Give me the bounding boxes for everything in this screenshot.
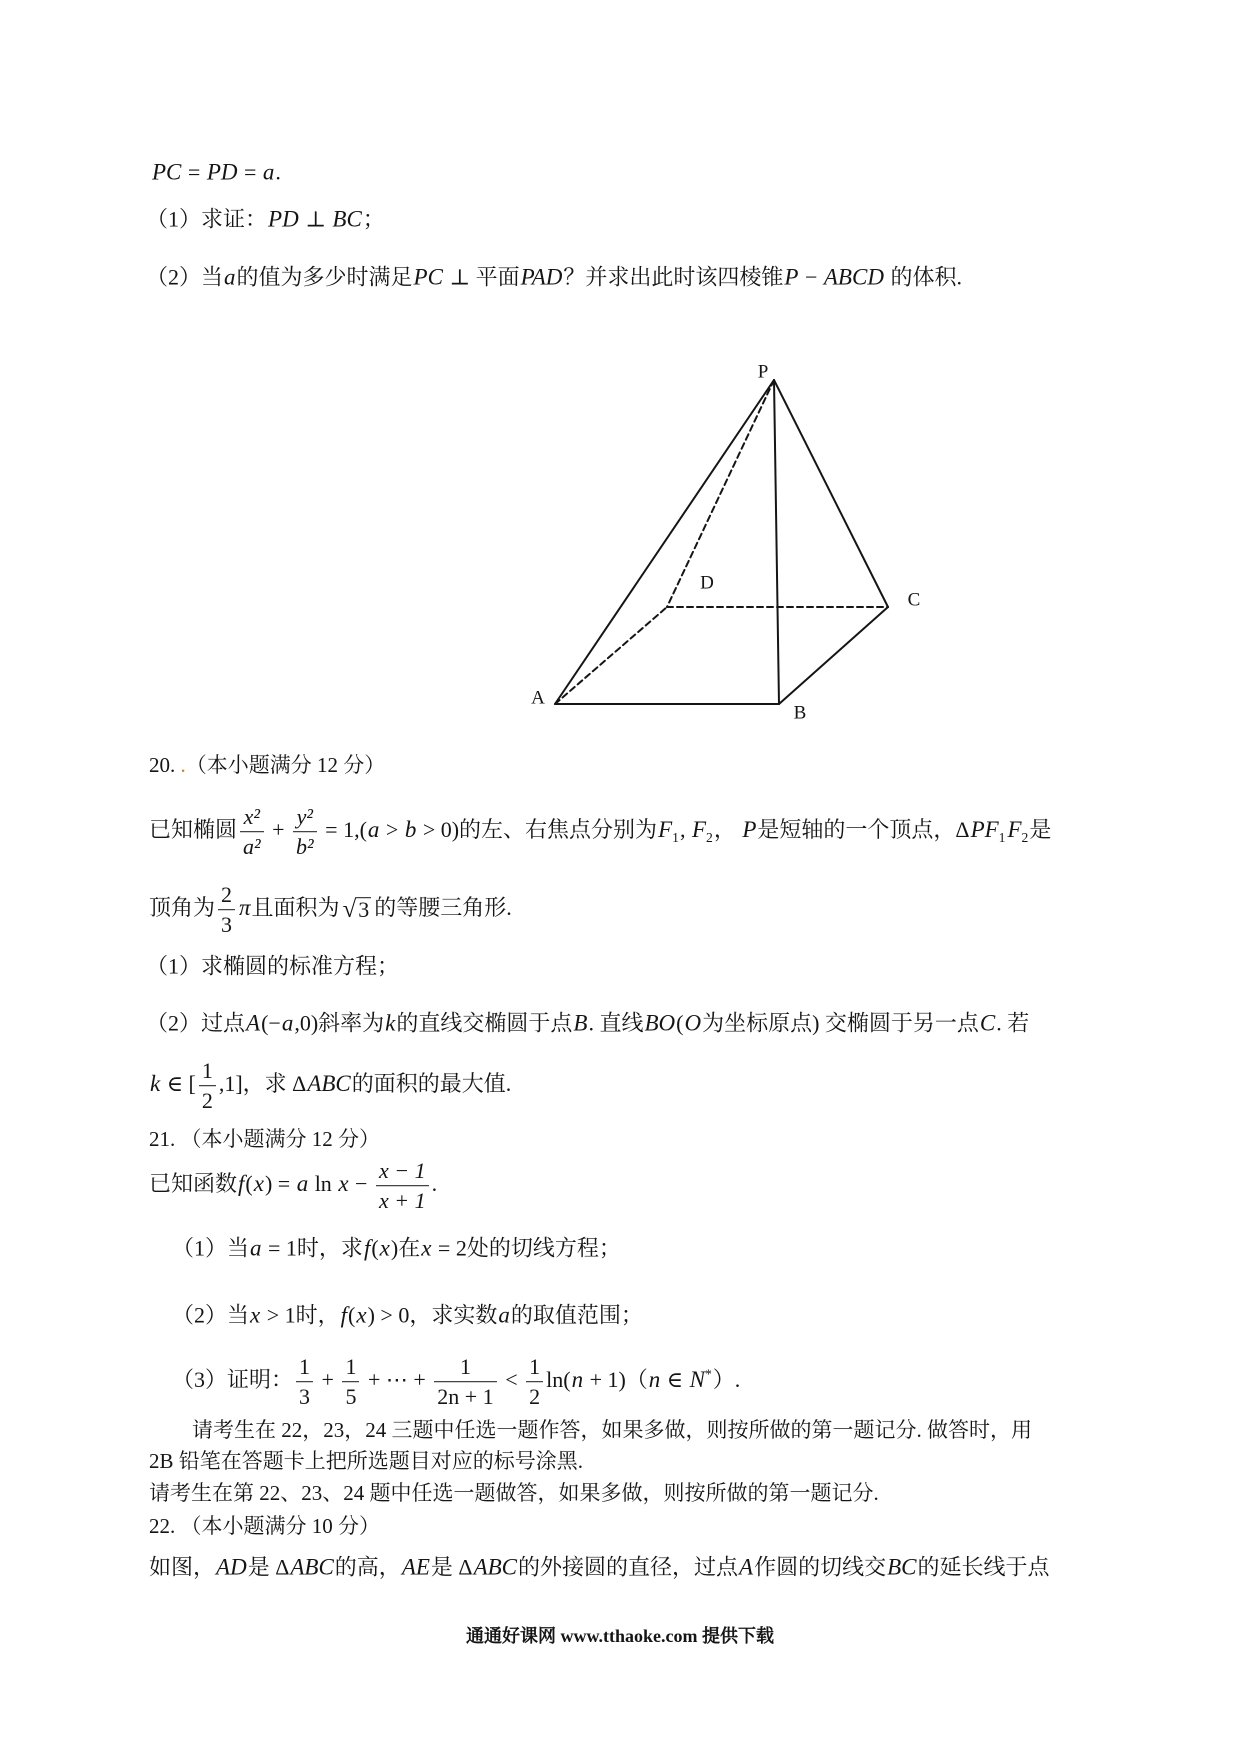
text-run: (−: [261, 1010, 281, 1036]
math-expression: [887, 1555, 916, 1580]
text-run: = 2处的切线方程；: [432, 1235, 621, 1261]
text-run: （1）当: [172, 1235, 250, 1261]
text-run: )在: [390, 1235, 421, 1261]
page-footer: 通通好课网 www.tthaoke.com 提供下载: [466, 1625, 774, 1646]
instructions-line3: 请考生在第 22、23、24 题中任选一题做答，如果多做，则按所做的第一题记分.: [149, 1480, 879, 1505]
text-run: =: [182, 159, 206, 185]
instructions-line1: 请考生在 22，23，24 三题中任选一题作答，如果多做，则按所做的第一题记分. 做答时，用: [192, 1417, 1032, 1442]
math-variable: C: [979, 1010, 996, 1036]
math-variable: P: [742, 817, 757, 843]
math-variable: f: [340, 1302, 348, 1328]
math-expression: [824, 265, 884, 290]
math-variable: n: [648, 1367, 661, 1393]
math-variable: π: [239, 895, 251, 921]
fraction: [293, 804, 317, 860]
q20-part2-line1: [146, 1010, 1029, 1039]
math-superscript: *: [704, 1366, 712, 1382]
math-expression: [649, 1367, 661, 1392]
math-expression: [980, 1011, 995, 1036]
math-expression: [290, 1555, 333, 1580]
math-variable: a: [250, 1235, 262, 1261]
fraction-denominator: 2: [199, 1086, 216, 1114]
text-run: （1）求椭圆的标准方程；: [146, 953, 400, 979]
math-expression: [690, 1367, 712, 1392]
fraction: [342, 1354, 359, 1410]
math-variable: n: [571, 1367, 584, 1393]
text-run: (: [348, 1302, 356, 1328]
math-variable: PD: [268, 206, 299, 232]
text-run: 的外接圆的直径，过点: [518, 1554, 739, 1580]
text-run: +: [266, 817, 291, 843]
math-expression: [1007, 817, 1029, 845]
q20-header: [149, 752, 385, 778]
text-run: . 若: [996, 1010, 1030, 1036]
q20-part2-line2: [149, 1058, 511, 1114]
text-run: = 1,(: [319, 817, 367, 843]
math-expression: [250, 1303, 260, 1328]
text-run: = 1时，求: [262, 1235, 363, 1261]
fraction: [434, 1354, 496, 1410]
math-expression: [263, 160, 275, 185]
math-expression: [691, 817, 713, 845]
fraction-numerator: 1: [299, 1354, 311, 1380]
math-variable: AE: [401, 1554, 430, 1580]
math-variable: f: [238, 1171, 245, 1197]
fraction: [376, 1158, 429, 1214]
text-run: + ⋯ +: [362, 1367, 432, 1393]
math-variable: f: [363, 1235, 371, 1261]
math-expression: [238, 1171, 244, 1196]
fraction-numerator: 1: [345, 1354, 357, 1380]
math-expression: [970, 817, 1006, 845]
text-run: 作圆的切线交: [754, 1554, 887, 1580]
math-expression: [297, 1171, 309, 1196]
text-run: ；: [362, 206, 385, 232]
math-variable: k: [150, 1071, 161, 1097]
text-run: （2）过点: [146, 1010, 246, 1036]
math-variable: a: [367, 817, 380, 843]
vertex-label-B: B: [793, 702, 807, 724]
text-run: ∈ [: [161, 1071, 196, 1097]
q21-part1: [172, 1235, 621, 1264]
q21-part2: [172, 1302, 643, 1331]
instructions-line2: 2B 铅笔在答题卡上把所选题目对应的标号涂黑.: [149, 1448, 584, 1473]
square-root: [343, 897, 372, 922]
q20-stem-line1: [149, 804, 1051, 860]
math-subscript: 2: [1021, 829, 1029, 845]
math-variable: BC: [887, 1554, 917, 1580]
math-variable: a: [224, 264, 236, 290]
math-expression: [380, 1236, 390, 1261]
math-expression: [368, 817, 380, 842]
math-variable: F: [658, 817, 673, 843]
text-run: 的直线交椭圆于点: [396, 1010, 573, 1036]
math-variable: N: [689, 1367, 705, 1393]
math-subscript: 1: [998, 829, 1006, 845]
text-run: 的等腰三角形.: [374, 895, 512, 921]
text-run: ⊥ 平面: [443, 264, 520, 290]
fraction: [526, 1354, 543, 1410]
text-run: ）.: [712, 1367, 741, 1393]
math-subscript: 1: [672, 829, 679, 845]
math-variable: ABCD: [823, 264, 884, 290]
text-run: 为坐标原点) 交椭圆于另一点: [702, 1010, 979, 1036]
math-variable: a: [296, 1171, 309, 1197]
fraction-numerator: y²: [296, 804, 314, 830]
text-run: >: [380, 817, 404, 843]
math-variable: x: [250, 1302, 261, 1328]
q20-part1: [146, 952, 399, 980]
text-run: 的面积的最大值.: [351, 1071, 512, 1097]
fraction-numerator: 1: [529, 1354, 541, 1380]
text-run: ) > 0，求实数: [367, 1302, 498, 1328]
math-variable: a: [498, 1302, 510, 1328]
text-run: ∈: [661, 1367, 689, 1393]
text-run: 20.: [149, 752, 181, 777]
text-run: (: [676, 1010, 684, 1036]
fraction: [218, 882, 235, 938]
edge-BC: [779, 607, 888, 704]
fraction-denominator: 3: [296, 1382, 313, 1410]
math-variable: PAD: [520, 264, 563, 290]
q21-part3: [172, 1354, 740, 1410]
math-variable: F: [691, 817, 706, 843]
fraction-denominator: 3: [218, 910, 235, 938]
edge-PA: [555, 380, 774, 704]
math-expression: [573, 1011, 587, 1036]
math-variable: O: [684, 1010, 702, 1036]
fraction-denominator: 2n + 1: [434, 1382, 496, 1410]
math-expression: [268, 207, 299, 232]
math-variable: PD: [206, 159, 238, 185]
fraction: [296, 1354, 313, 1410]
math-expression: [414, 265, 443, 290]
math-expression: [684, 1011, 701, 1036]
text-run: ，: [713, 817, 742, 843]
math-expression: [207, 160, 238, 185]
fraction-numerator: x − 1: [378, 1158, 426, 1184]
math-expression: [402, 1555, 430, 1580]
fraction-denominator: a²: [240, 832, 264, 860]
text-run: 是: [1029, 817, 1052, 843]
text-run: ,1]，求 Δ: [218, 1071, 307, 1097]
fraction-denominator: 5: [342, 1382, 359, 1410]
math-variable: ABC: [290, 1554, 334, 1580]
math-expression: [250, 1236, 262, 1261]
math-variable: PC: [413, 264, 443, 290]
math-variable: A: [246, 1010, 261, 1036]
math-expression: [254, 1171, 264, 1196]
math-expression: [405, 817, 417, 842]
math-variable: AD: [216, 1554, 247, 1580]
edge-PC: [774, 380, 888, 607]
q22-stem: [149, 1554, 1050, 1583]
text-run: ln(: [546, 1367, 571, 1393]
math-variable: x: [253, 1171, 264, 1197]
text-run: .: [180, 752, 186, 777]
text-run: （1）求证：: [146, 206, 268, 232]
math-variable: A: [739, 1554, 754, 1580]
fraction-numerator: x²: [243, 804, 260, 830]
math-variable: B: [573, 1010, 588, 1036]
fraction: [199, 1058, 216, 1114]
edge-PB: [774, 380, 779, 704]
math-expression: [356, 1303, 366, 1328]
radicand: √ 3: [358, 896, 370, 922]
text-run: （本小题满分 12 分）: [185, 752, 386, 777]
text-run: 是 Δ: [247, 1554, 290, 1580]
fraction-numerator: 1: [201, 1058, 213, 1084]
text-run: （2）当: [146, 264, 224, 290]
math-expression: [739, 1555, 753, 1580]
math-expression: [282, 1011, 294, 1036]
fraction-numerator: 2: [221, 882, 233, 908]
math-expression: [216, 1555, 247, 1580]
math-variable: b: [404, 817, 417, 843]
q19-part2: [146, 264, 962, 293]
text-run: −: [349, 1171, 373, 1197]
text-run: 如图，: [149, 1554, 216, 1580]
math-expression: [332, 207, 361, 232]
text-run: Δ: [955, 817, 970, 843]
text-run: .: [275, 159, 281, 185]
text-run: =: [238, 159, 262, 185]
math-expression: [474, 1555, 517, 1580]
vertex-label-D: D: [700, 572, 714, 594]
math-expression: [150, 1071, 160, 1096]
vertex-label-A: A: [531, 687, 545, 709]
math-variable: x: [421, 1235, 432, 1261]
text-run: .: [431, 1171, 438, 1197]
fraction-denominator: x + 1: [376, 1186, 429, 1214]
text-run: +: [316, 1367, 340, 1393]
q21-stem: [149, 1158, 437, 1214]
fraction: [240, 804, 264, 860]
text-run: 是 Δ: [430, 1554, 473, 1580]
text-run: 的体积.: [884, 264, 962, 290]
math-expression: [521, 265, 563, 290]
math-expression: [498, 1303, 510, 1328]
text-run: （2）当: [172, 1302, 250, 1328]
text-run: ,0)斜率为: [294, 1010, 385, 1036]
text-run: <: [499, 1367, 524, 1393]
text-run: 顶角为: [149, 895, 216, 921]
math-variable: k: [385, 1010, 396, 1036]
text-run: ⊥: [299, 206, 332, 232]
fraction-denominator: 2: [526, 1382, 543, 1410]
text-run: −: [799, 264, 823, 290]
math-variable: ABC: [307, 1071, 351, 1097]
text-run: > 0): [417, 817, 460, 843]
math-variable: ABC: [473, 1554, 518, 1580]
math-expression: [364, 1236, 370, 1261]
math-variable: a: [262, 159, 275, 185]
text-run: ？并求出此时该四棱锥: [563, 264, 784, 290]
math-expression: [385, 1011, 395, 1036]
math-expression: [742, 817, 756, 842]
text-run: ) =: [264, 1171, 296, 1197]
vertex-label-P: P: [757, 361, 769, 383]
text-run: 的左、右焦点分别为: [459, 817, 658, 843]
text-run: 的高，: [334, 1554, 401, 1580]
math-variable: P: [784, 264, 799, 290]
math-variable: PF: [970, 817, 999, 843]
math-variable: x: [338, 1171, 349, 1197]
text-run: ln: [309, 1171, 338, 1197]
math-expression: [572, 1367, 584, 1392]
text-run: 已知椭圆: [149, 817, 238, 843]
math-variable: a: [281, 1010, 294, 1036]
text-run: ,: [679, 817, 691, 843]
edge-PD-hidden: [667, 380, 774, 607]
text-run: （3）证明：: [172, 1367, 294, 1393]
text-run: > 1时，: [261, 1302, 340, 1328]
math-expression: [224, 265, 236, 290]
text-run: 是短轴的一个顶点，: [757, 817, 956, 843]
math-subscript: 2: [706, 829, 713, 845]
math-expression: [784, 265, 798, 290]
text-run: 已知函数: [149, 1171, 238, 1197]
q20-stem-line2: [149, 882, 512, 938]
fraction-denominator: b²: [293, 832, 317, 860]
math-variable: F: [1007, 817, 1022, 843]
text-run: + 1)（: [584, 1367, 648, 1393]
vertex-label-C: C: [907, 589, 921, 611]
text-run: 的延长线于点: [917, 1554, 1050, 1580]
text-run: (: [371, 1235, 379, 1261]
math-variable: PC: [152, 159, 182, 185]
text-run: . 直线: [588, 1010, 644, 1036]
math-expression: [152, 160, 181, 185]
math-expression: [239, 895, 251, 920]
q22-header: 22. （本小题满分 10 分）: [149, 1513, 380, 1538]
math-expression: [341, 1303, 347, 1328]
q19-condition: [151, 159, 281, 188]
text-run: 的取值范围；: [510, 1302, 643, 1328]
math-expression: [658, 817, 679, 845]
math-variable: x: [379, 1235, 390, 1261]
math-expression: [246, 1011, 260, 1036]
pyramid-figure: [500, 350, 950, 740]
math-expression: [421, 1236, 431, 1261]
fraction-numerator: 1: [459, 1354, 471, 1380]
text-run: (: [245, 1171, 253, 1197]
q19-part1: [146, 206, 385, 235]
text-run: 的值为多少时满足: [236, 264, 413, 290]
math-expression: [644, 1011, 675, 1036]
math-variable: x: [356, 1302, 367, 1328]
text-run: 且面积为: [251, 895, 340, 921]
math-expression: [307, 1071, 350, 1096]
math-variable: BO: [644, 1010, 676, 1036]
math-expression: [338, 1171, 348, 1196]
math-variable: BC: [332, 206, 362, 232]
q21-header: 21. （本小题满分 12 分）: [149, 1126, 380, 1151]
